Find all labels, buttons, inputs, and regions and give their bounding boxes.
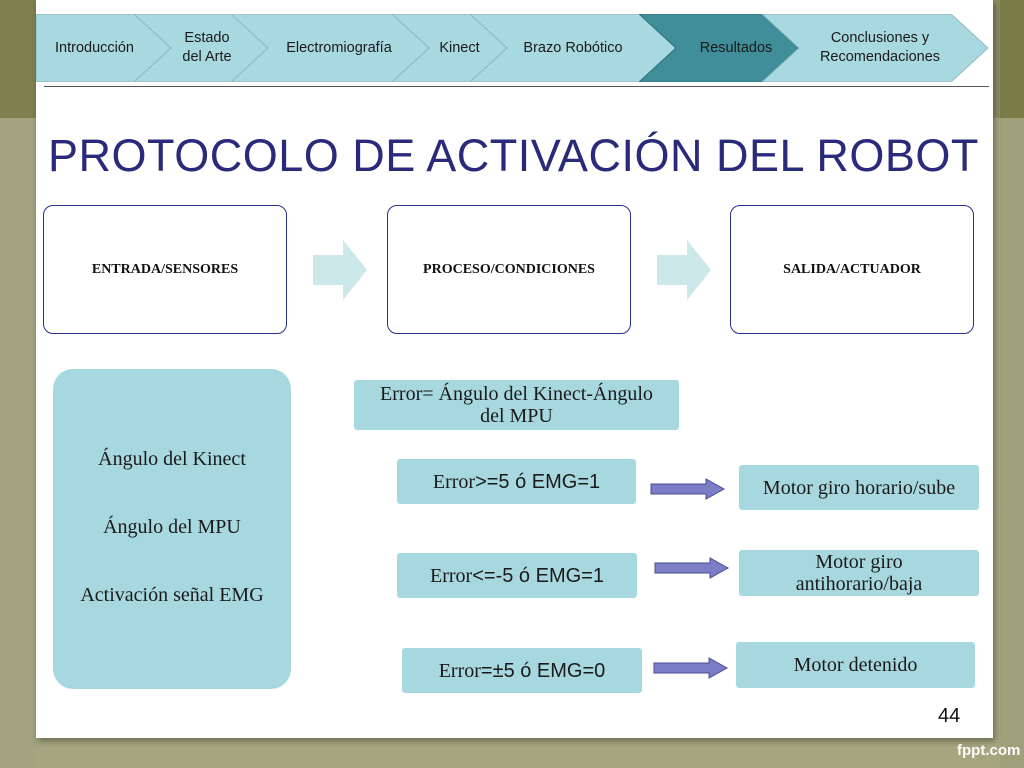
background-left-strip — [0, 0, 36, 768]
right-arrow-icon — [654, 557, 730, 579]
page-title: PROTOCOLO DE ACTIVACIÓN DEL ROBOT — [48, 130, 979, 181]
nav-item-label: Conclusiones y Recomendaciones — [819, 30, 941, 65]
condition-box: Error=±5 ó EMG=0 — [402, 648, 642, 693]
watermark: fppt.com — [957, 742, 1021, 759]
page-number: 44 — [938, 705, 961, 727]
condition-box: Error>=5 ó EMG=1 — [397, 459, 636, 504]
right-arrow-icon — [650, 478, 726, 500]
action-box: Motor detenido — [736, 642, 975, 688]
input-kinect-angle: Ángulo del Kinect — [98, 448, 246, 470]
breadcrumb — [36, 14, 996, 82]
background-right-strip — [1000, 0, 1024, 768]
nav-item-conclusiones[interactable] — [762, 14, 988, 82]
nav-item-label: Estado del Arte — [182, 30, 232, 65]
stage-input-box: ENTRADA/SENSORES — [43, 205, 287, 334]
nav-item-label: Electromiografía — [286, 39, 392, 56]
action-box: Motor giro horario/sube — [739, 465, 979, 510]
inputs-panel — [53, 369, 291, 689]
nav-item-label: Introducción — [55, 39, 134, 56]
condition-box: Error<=-5 ó EMG=1 — [397, 553, 637, 598]
error-formula-box: Error= Ángulo del Kinect-Ángulo del MPU — [354, 380, 679, 430]
flow-arrow-icon — [313, 240, 367, 300]
right-arrow-icon — [653, 657, 729, 679]
nav-item-label: Resultados — [699, 39, 773, 56]
slide — [36, 0, 993, 738]
flow-arrow-icon — [657, 240, 711, 300]
stage-process-box: PROCESO/CONDICIONES — [387, 205, 631, 334]
nav-item-label: Kinect — [439, 39, 480, 56]
input-emg-signal: Activación señal EMG — [80, 584, 264, 606]
action-box: Motor giro antihorario/baja — [739, 550, 979, 596]
stage-output-box: SALIDA/ACTUADOR — [730, 205, 974, 334]
nav-item-label: Brazo Robótico — [523, 39, 623, 56]
input-mpu-angle: Ángulo del MPU — [103, 516, 241, 538]
header-divider — [44, 86, 989, 87]
